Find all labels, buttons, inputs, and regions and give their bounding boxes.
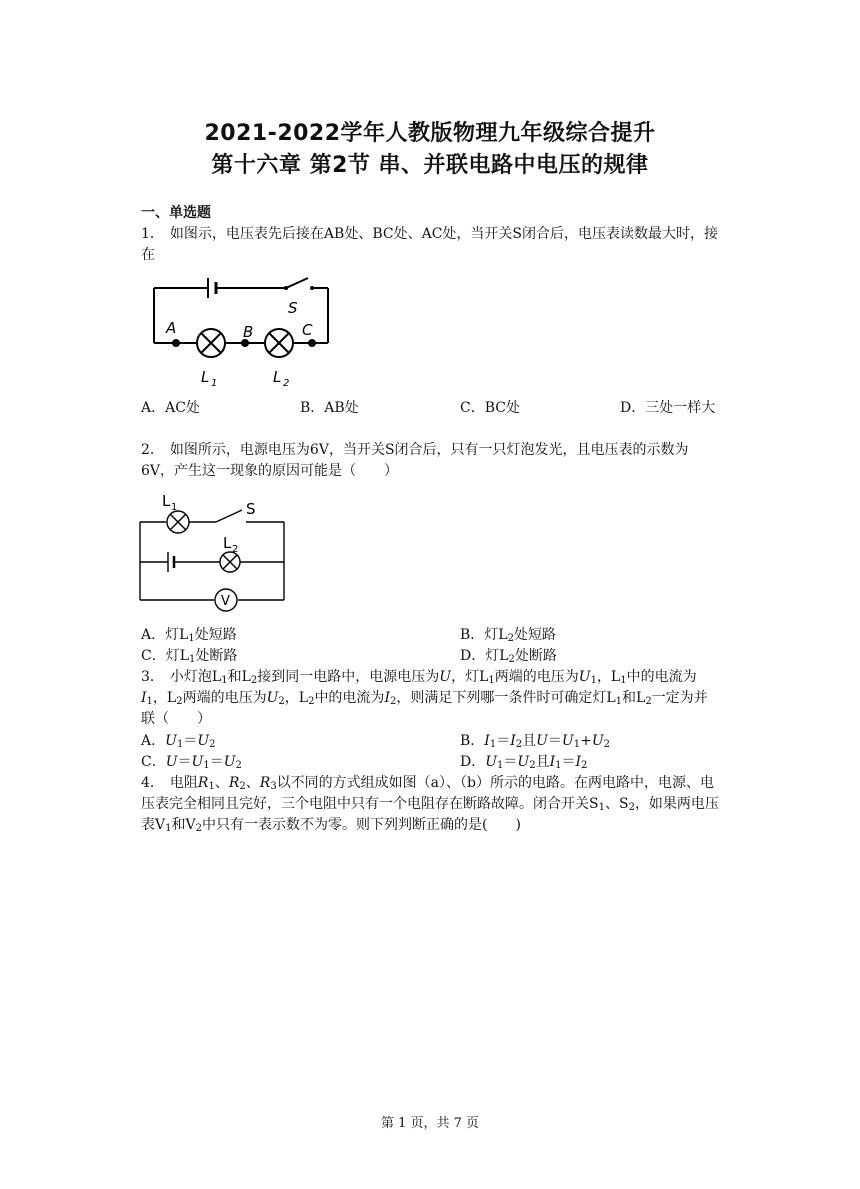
question-2-text: 如图所示，电源电压为6V，当开关S闭合后，只有一只灯泡发光，且电压表的示数为6V，产生这一现象的原因可能是（ ）	[141, 442, 689, 479]
lamp-l1-subscript: 1	[171, 502, 178, 513]
q2-option-d-text: D．灯L	[460, 648, 509, 664]
q2-option-c-sub: 1	[189, 654, 196, 665]
q1-option-d	[620, 398, 720, 419]
q2-option-d-end: 处断路	[514, 648, 557, 664]
circuit-diagram-2	[136, 486, 292, 609]
q2-option-a	[141, 625, 237, 646]
question-1	[141, 224, 721, 266]
title-line-2: 第十六章 第2节 串、并联电路中电压的规律	[211, 153, 649, 178]
q1-option-a: A．AC处	[141, 400, 200, 416]
question-1-text: 如图示，电压表先后接在AB处、BC处、AC处，当开关S闭合后，电压表读数最大时，接在	[141, 226, 718, 263]
q1-option-d-text: D．三处一样大	[620, 400, 716, 416]
lamp-2-label: L	[273, 368, 282, 386]
q2-option-b-sub: 2	[507, 633, 514, 644]
q1-option-c: C．BC处	[460, 400, 520, 416]
switch-label: S	[288, 299, 298, 317]
point-b-label: B	[243, 323, 254, 341]
q2-option-a-sub: 1	[188, 633, 195, 644]
question-2	[141, 440, 721, 482]
page-number: 第 1 页，共 7 页	[380, 1116, 480, 1131]
q2-option-a-text: A．灯L	[141, 627, 189, 643]
circuit-diagram-1	[140, 270, 340, 388]
question-1-number: 1．	[141, 226, 164, 242]
q2-option-c	[141, 646, 237, 667]
lamp-l2-label: L	[223, 534, 232, 552]
question-3-number: 3．	[141, 669, 164, 685]
lamp-2-subscript: 2	[283, 378, 290, 389]
q2-option-b	[460, 625, 556, 646]
question-4: 4． 电阻$R_1$、$R_2$、$R_3$以不同的方式组成如图（a）、（b）所示的电路。在两电路中，电源、电压表完全相同且完好，三个电阻中只有一个电阻存在断路故障。闭合开关$S_1$、$S_2$，如果两电压表$V_1$和$V_2$中只有一表示数不为零。则下列判断正确的是( )	[141, 775, 719, 834]
question-3: 3． 小灯泡$L_1$和$L_2$接到同一电路中，电源电压为U，灯$L_1$两端的电压为$U_1$，$L_1$中的电流为$I_1$，$L_2$两端的电压为$U_2$，$L_2$中的电流为$I_2$，则满足下列哪一条件时可确定灯$L_1$和$L_2$一定为并联（ ）	[141, 669, 708, 727]
lamp-1-label: L	[201, 368, 210, 386]
q3-option-a-label: A．	[141, 733, 166, 749]
q3-option-c: C．$U=U_1=U_2$	[141, 754, 242, 771]
q2-option-b-text: B．灯L	[460, 627, 508, 643]
point-c-label: C	[302, 321, 313, 339]
question-2-number: 2．	[141, 442, 164, 458]
q3-option-d-label: D．	[460, 754, 486, 770]
lamp-l2-subscript: 2	[232, 544, 239, 555]
page-footer	[0, 1112, 860, 1131]
title-line-1: 2021-2022学年人教版物理九年级综合提升	[204, 121, 656, 146]
voltmeter-label: V	[221, 594, 230, 609]
q3-option-a: A．$U_1=U_2$	[141, 733, 216, 750]
q2-option-a-end: 处短路	[194, 627, 237, 643]
q2-option-c-text: C．灯L	[141, 648, 190, 664]
q3-option-d: D．$U_1=U_2$且$I_1=I_2$	[460, 754, 588, 771]
q1-option-b: B．AB处	[300, 400, 359, 416]
lamp-1-subscript: 1	[211, 378, 218, 389]
lamp-l1-label: L	[162, 492, 171, 510]
q2-option-d-sub: 2	[508, 654, 515, 665]
switch-s-label: S	[246, 500, 256, 518]
q2-option-d	[460, 646, 557, 667]
q3-option-b-label: B．	[460, 733, 485, 749]
section-heading: 一、单选题	[141, 205, 211, 221]
question-4-number: 4．	[141, 775, 164, 791]
q3-option-b: B．$I_1=I_2$且$U=U_1+U_2$	[460, 733, 611, 750]
q2-option-c-end: 处断路	[195, 648, 238, 664]
point-a-label: A	[166, 319, 177, 337]
q2-option-b-end: 处短路	[513, 627, 556, 643]
q3-option-c-label: C．	[141, 754, 166, 770]
